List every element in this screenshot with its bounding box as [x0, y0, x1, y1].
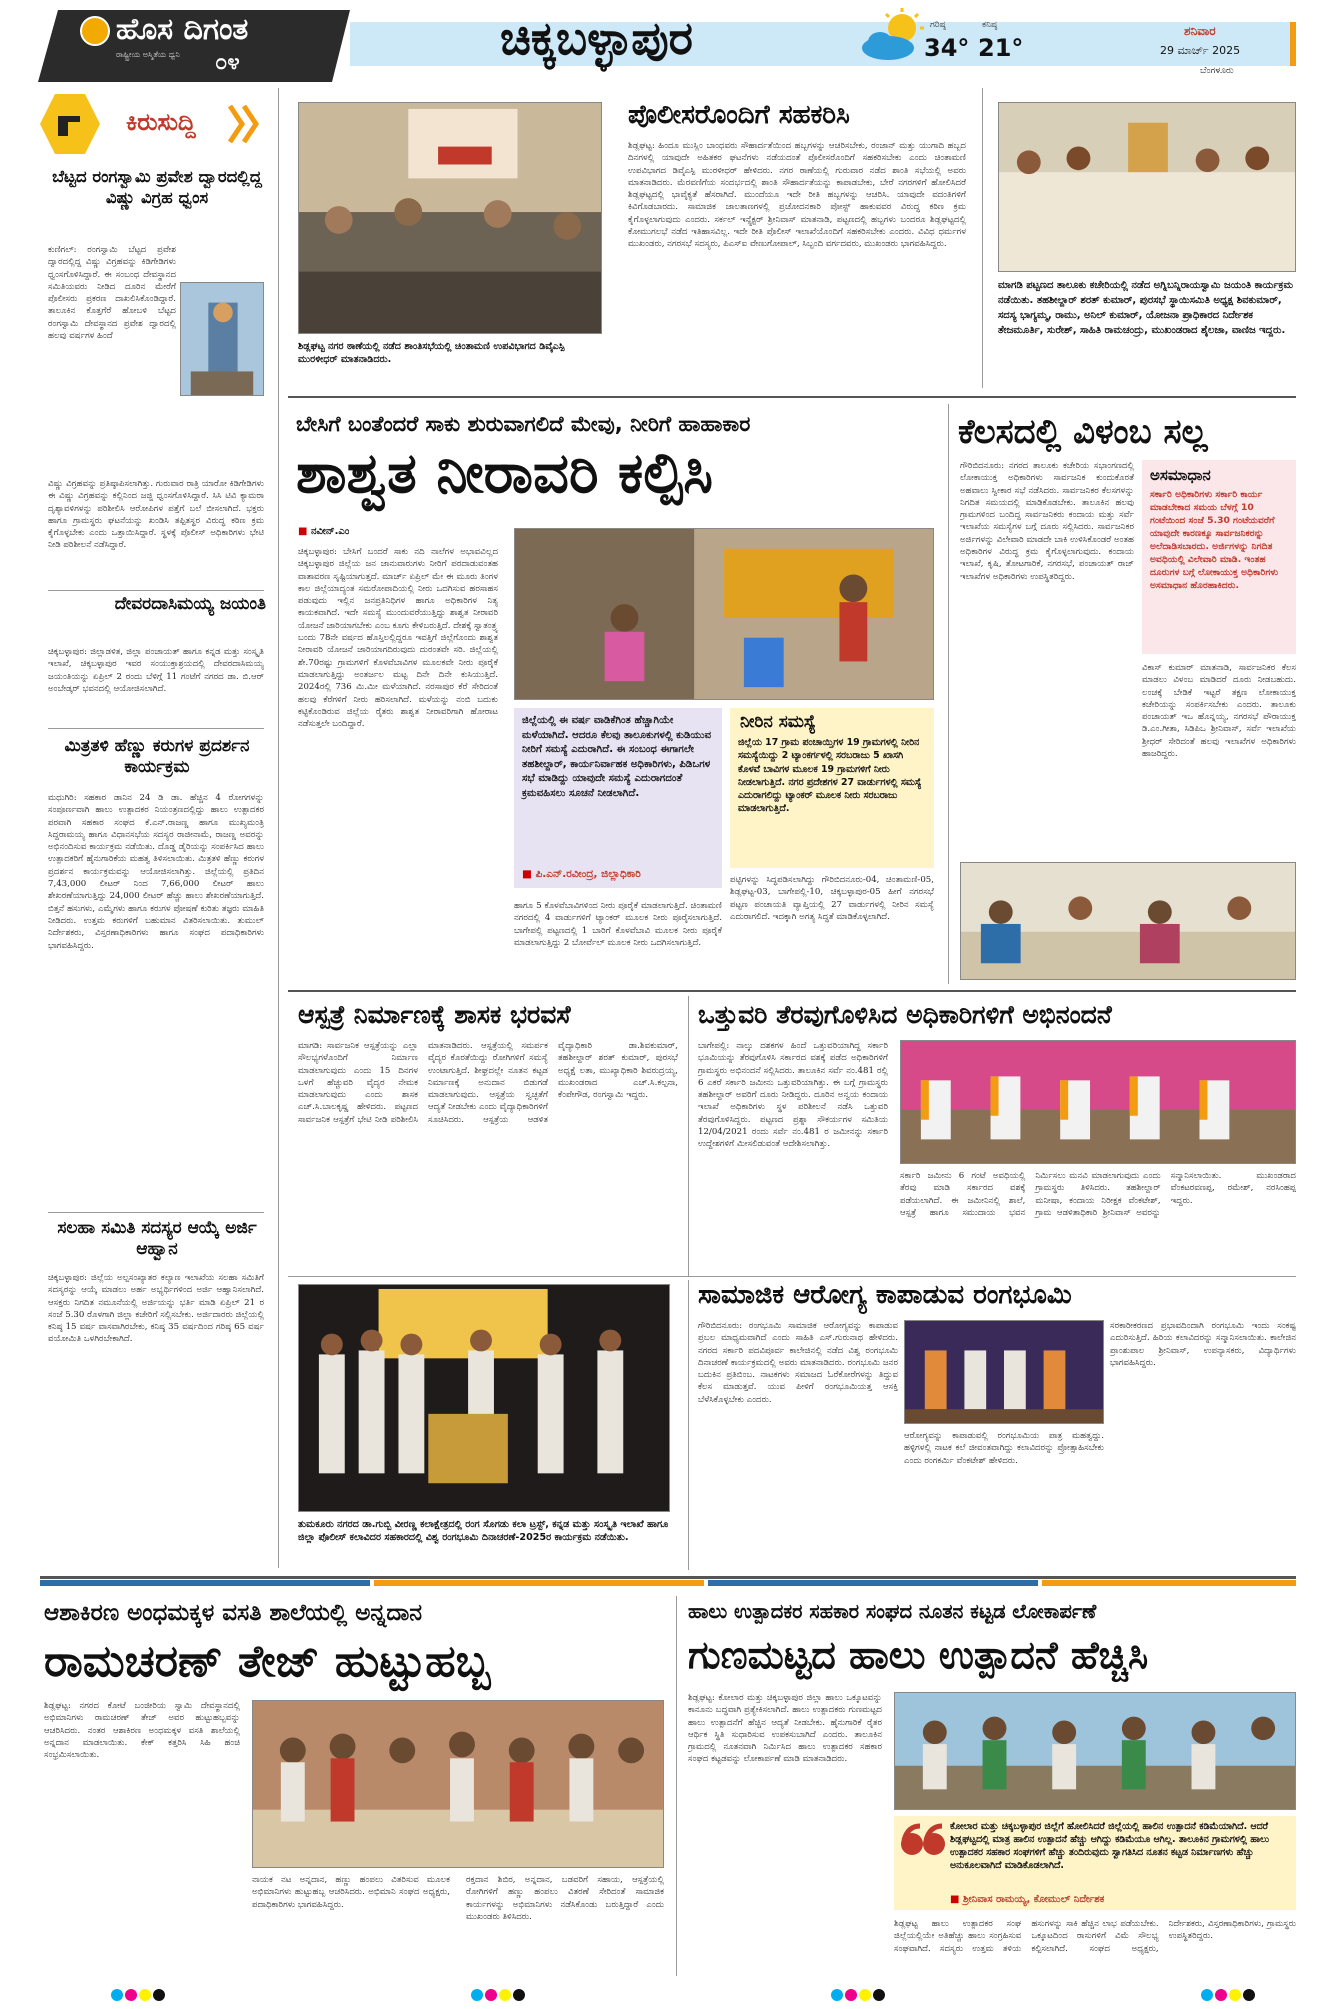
color-rule-orange [374, 1580, 704, 1586]
water-body-2: ಹಾಗೂ 5 ಕೊಳವೆಬಾವಿಗಳಿಂದ ನೀರು ಪೂರೈಕೆ ಮಾಡಲಾಗುತ್ತಿದೆ. ಚಿಂತಾಮಣಿ ನಗರದಲ್ಲಿ 4 ವಾರ್ಡುಗಳಿಗೆ ಟ್ಯಾಂಕರ್ ಮೂಲಕ ನೀರು ಪೂರೈಸಲಾಗುತ್ತಿದೆ. ಬಾಗೇಪಲ್ಲಿ ಪಟ್ಟಣದಲ್ಲಿ 1 ಬಾರಿಗೆ ಕೊಳವೆಬಾವಿ ಮೂಲಕ ನೀರು ಪೂರೈಕೆ ಮಾಡಲಾಗುತ್ತಿದ್ದು 2 ಬೋರ್ವೆಲ್ ಮೂಲಕ ನೀರು ಒದಗಿಸಲಾಗುತ್ತಿದೆ. [514, 901, 722, 948]
edition-band [350, 22, 1290, 66]
temp-max-label: ಗರಿಷ್ಠ [930, 20, 946, 30]
color-rule-blue-2 [708, 1580, 1038, 1586]
hand-pointing-icon [40, 94, 100, 154]
water-headline: ಶಾಶ್ವತ ನೀರಾವರಿ ಕಲ್ಪಿಸಿ [296, 441, 713, 506]
story4-headline: ಸಲಹಾ ಸಮಿತಿ ಸದಸ್ಯರ ಆಯ್ಕೆ ಅರ್ಜಿ ಆಹ್ವಾನ [57, 1218, 257, 1259]
delay-body-1: ಗೌರಿಬಿದನೂರು: ನಗರದ ತಾಲೂಕು ಕಚೇರಿಯ ಸಭಾಂಗಣದಲ್ಲಿ ಲೋಕಾಯುಕ್ತ ಅಧಿಕಾರಿಗಳು ಸಾರ್ವಜನಿಕ ಕುಂದುಕೊರತೆ ಅಹವಾಲು ಸ್ವೀಕಾರ ಸಭೆ ನಡೆಸಿದರು. ಸಾರ್ವಜನಿಕರ ಕೆಲಸಗಳನ್ನು ನಿಗದಿತ ಸಮಯದಲ್ಲಿ ಮಾಡಿಕೊಡಬೇಕು. ತಾಲೂಕಿನ ಹಲವು ಗ್ರಾಮಗಳಿಂದ ಬಂದಿದ್ದ ಸಾರ್ವಜನಿಕರು ಕಂದಾಯ ಮತ್ತು ಸರ್ವೆ ಇಲಾಖೆಯ ಸಮಸ್ಯೆಗಳ ಬಗ್ಗೆ ದೂರು ಸಲ್ಲಿಸಿದರು. ಸಾರ್ವಜನಿಕರ ಅರ್ಜಿಗಳನ್ನು ವಿಲೇವಾರಿ ಮಾಡದೇ ಬಾಕಿ ಉಳಿಸಿಕೊಂಡರೆ ಅಂತಹ ಅಧಿಕಾರಿಗಳ ವಿರುದ್ಧ ಕ್ರಮ ಕೈಗೊಳ್ಳಲಾಗುವುದು. ಕಂದಾಯ ಇಲಾಖೆ, ಕೃಷಿ, ತೋಟಗಾರಿಕೆ, ನಗರಸಭೆ, ಪಂಚಾಯತ್ ರಾಜ್ ಇಲಾಖೆಗಳ ಅಧಿಕಾರಿಗಳು ಉಪಸ್ಥಿತರಿದ್ದರು. [960, 461, 1134, 582]
milk-body-2: ಶಿಡ್ಲಘಟ್ಟ ಹಾಲು ಉತ್ಪಾದಕರ ಸಂಘ ಜಿಲ್ಲೆಯಲ್ಲಿಯೇ ಅತಿಹೆಚ್ಚು ಹಾಲು ಸಂಗ್ರಹಿಸುವ ಸಂಘವಾಗಿದೆ. ಸದಸ್ಯರು ಉತ್ತಮ ತಳಿಯ ಹಸುಗಳನ್ನು ಸಾಕಿ ಹೆಚ್ಚಿನ ಲಾಭ ಪಡೆಯಬೇಕು. ಒಕ್ಕೂಟದಿಂದ ರಾಸುಗಳಿಗೆ ವಿಮೆ ಸೌಲಭ್ಯ ಕಲ್ಪಿಸಲಾಗಿದೆ. ಸಂಘದ ಅಧ್ಯಕ್ಷರು, ನಿರ್ದೇಶಕರು, ವಿಸ್ತರಣಾಧಿಕಾರಿಗಳು, ಗ್ರಾಮಸ್ಥರು ಉಪಸ್ಥಿತರಿದ್ದರು. [894, 1919, 1296, 1954]
story1-headline: ಬೆಟ್ಟದ ರಂಗಸ್ವಾಮಿ ಪ್ರವೇಶ ದ್ವಾರದಲ್ಲಿದ್ದ ವಿಷ್ಣು ವಿಗ್ರಹ ಧ್ವಂಸ [52, 167, 262, 207]
story2-headline: ದೇವರದಾಸಿಮಯ್ಯ ಜಯಂತಿ [114, 594, 266, 614]
sun-cloud-icon [858, 8, 928, 64]
kirusuddi-badge [40, 94, 262, 154]
water-byline: ■ ನವೀನ್.ಎಂ [298, 526, 349, 537]
quote-mark-icon [900, 1822, 946, 1862]
police-headline: ಪೊಲೀಸರೊಂದಿಗೆ ಸಹಕರಿಸಿ [628, 100, 850, 130]
tax-body-1: ಬಾಗೇಪಲ್ಲಿ: ನಾಲ್ಕು ದಶಕಗಳ ಹಿಂದೆ ಒತ್ತುವರಿಯಾಗಿದ್ದ ಸರ್ಕಾರಿ ಭೂಮಿಯನ್ನು ತೆರವುಗೊಳಿಸಿ ಸರ್ಕಾರದ ವಶಕ್ಕೆ ಪಡೆದ ಅಧಿಕಾರಿಗಳಿಗೆ ಗ್ರಾಮಸ್ಥರು ಅಭಿನಂದನೆ ಸಲ್ಲಿಸಿದರು. ತಾಲೂಕಿನ ಸರ್ವೆ ನಂ.481 ರಲ್ಲಿ 6 ಎಕರೆ ಸರ್ಕಾರಿ ಜಮೀನು ಒತ್ತುವರಿಯಾಗಿತ್ತು. ಈ ಬಗ್ಗೆ ಗ್ರಾಮಸ್ಥರು ತಹಶೀಲ್ದಾರ್ ಅವರಿಗೆ ದೂರು ನೀಡಿದ್ದರು. ದೂರಿನ ಅನ್ವಯ ಕಂದಾಯ ಇಲಾಖೆ ಅಧಿಕಾರಿಗಳು ಸ್ಥಳ ಪರಿಶೀಲನೆ ನಡೆಸಿ ಒತ್ತುವರಿ ತೆರವುಗೊಳಿಸಿದ್ದರು. ಪಟ್ಟಣದ ಪ್ರಶ್ನಾ ಸೌಕರ್ಯಗಳ ಸಮಿತಿಯ 12/04/2021 ರಂದು ಸರ್ವೆ ನಂ.481 ರ ಜಮೀನನ್ನು ಸರ್ಕಾರಿ ಉದ್ದೇಶಗಳಿಗೆ ಮೀಸಲಿಡುವಂತೆ ಆದೇಶಿಸಲಾಗಿತ್ತು. [698, 1041, 888, 1150]
collector-quote: ಜಿಲ್ಲೆಯಲ್ಲಿ ಈ ವರ್ಷ ವಾಡಿಕೆಗಿಂತ ಹೆಚ್ಚಾಗಿಯೇ ಮಳೆಯಾಗಿದೆ. ಆದರೂ ಕೆಲವು ತಾಲೂಕುಗಳಲ್ಲಿ ಕುಡಿಯುವ ನೀರಿಗೆ ಸಮಸ್ಯೆ ಎದುರಾಗಿದೆ. ಈ ಸಂಬಂಧ ಈಗಾಗಲೇ ತಹಶೀಲ್ದಾರ್, ಕಾರ್ಯನಿರ್ವಾಹಕ ಅಧಿಕಾರಿಗಳು, ಪಿಡಿಒಗಳ ಸಭೆ ಮಾಡಿದ್ದು ಯಾವುದೇ ಸಮಸ್ಯೆ ಎದುರಾಗದಂತೆ ಕ್ರಮವಹಿಸಲು ಸೂಚನೆ ನೀಡಲಾಗಿದೆ. [522, 715, 712, 799]
story2-body: ಚಿಕ್ಕಬಳ್ಳಾಪುರ: ಜಿಲ್ಲಾಡಳಿತ, ಜಿಲ್ಲಾ ಪಂಚಾಯತ್ ಹಾಗೂ ಕನ್ನಡ ಮತ್ತು ಸಂಸ್ಕೃತಿ ಇಲಾಖೆ, ಚಿಕ್ಕಬಳ್ಳಾಪುರ ಇವರ ಸಂಯುಕ್ತಾಶ್ರಯದಲ್ಲಿ ದೇವರದಾಸಿಮಯ್ಯ ಜಯಂತಿಯನ್ನು ಏಪ್ರಿಲ್ 2 ರಂದು ಬೆಳಿಗ್ಗೆ 11 ಗಂಟೆಗೆ ನಗರದ ಡಾ. ಬಿ.ಆರ್ ಅಂಬೇಡ್ಕರ್ ಭವನದಲ್ಲಿ ಆಯೋಜಿಸಲಾಗಿದೆ. [48, 647, 264, 694]
birthday-kicker: ಆಶಾಕಿರಣ ಅಂಧಮಕ್ಕಳ ವಸತಿ ಶಾಲೆಯಲ್ಲಿ ಅನ್ನದಾನ [44, 1600, 423, 1626]
story4-body: ಚಿಕ್ಕಬಳ್ಳಾಪುರ: ಜಿಲ್ಲೆಯ ಅಲ್ಪಸಂಖ್ಯಾತರ ಕಲ್ಯಾಣ ಇಲಾಖೆಯ ಸಲಹಾ ಸಮಿತಿಗೆ ಸದಸ್ಯರನ್ನು ಆಯ್ಕೆ ಮಾಡಲು ಅರ್ಹ ಅಭ್ಯರ್ಥಿಗಳಿಂದ ಅರ್ಜಿ ಆಹ್ವಾನಿಸಲಾಗಿದೆ. ಆಸಕ್ತರು ನಿಗದಿತ ನಮೂನೆಯಲ್ಲಿ ಅರ್ಜಿಯನ್ನು ಭರ್ತಿ ಮಾಡಿ ಏಪ್ರಿಲ್ 21 ರ ಸಂಜೆ 5.30 ರೊಳಗಾಗಿ ಜಿಲ್ಲಾ ಕಚೇರಿಗೆ ಸಲ್ಲಿಸಬೇಕು. ಅರ್ಜಿದಾರರು ಜಿಲ್ಲೆಯಲ್ಲಿ ಕನಿಷ್ಠ 15 ವರ್ಷ ವಾಸವಾಗಿರಬೇಕು, ಕನಿಷ್ಠ 35 ವರ್ಷದಿಂದ ಗರಿಷ್ಠ 65 ವರ್ಷ ವಯೋಮಿತಿ ಒಳಗಿರಬೇಕಾಗಿದೆ. [48, 1273, 264, 1345]
newspaper-logo-icon [80, 16, 110, 46]
police-body: ಶಿಡ್ಲಘಟ್ಟ: ಹಿಂದೂ ಮುಸ್ಲಿಂ ಬಾಂಧವರು ಸೌಹಾರ್ದತೆಯಿಂದ ಹಬ್ಬಗಳನ್ನು ಆಚರಿಸಬೇಕು, ರಂಜಾನ್ ಮತ್ತು ಯುಗಾದಿ ಹಬ್ಬದ ದಿನಗಳಲ್ಲಿ ಯಾವುದೇ ಅಹಿತಕರ ಘಟನೆಗಳು ನಡೆಯದಂತೆ ಪೊಲೀಸರೊಂದಿಗೆ ಸಹಕರಿಸಬೇಕು ಎಂದು ಚಿಂತಾಮಣಿ ಉಪವಿಭಾಗದ ಡಿವೈಎಸ್ಪಿ ಮುರಳೀಧರ್ ಹೇಳಿದರು. ನಗರ ಠಾಣೆಯಲ್ಲಿ ಗುರುವಾರ ನಡೆದ ಶಾಂತಿ ಸಭೆಯಲ್ಲಿ ಅವರು ಮಾತನಾಡಿದರು. ಮೆರವಣಿಗೆಯ ಸಂದರ್ಭದಲ್ಲಿ ಶಾಂತಿ ಸೌಹಾರ್ದತೆಯನ್ನು ಕಾಪಾಡಬೇಕು, ಬೇರೆ ನಗರಗಳಿಗೆ ಹೋಲಿಸಿದರೆ ಶಿಡ್ಲಘಟ್ಟದಲ್ಲಿ ಭಾವೈಕ್ಯತೆ ಹೆಸರಾಗಿದೆ. ಮುಂದೆಯೂ ಇದೇ ರೀತಿ ಹಬ್ಬಗಳನ್ನು ಆಚರಿಸಿ. ಯಾವುದೇ ವದಂತಿಗಳಿಗೆ ಕಿವಿಗೊಡಬಾರದು. ಸಾಮಾಜಿಕ ಜಾಲತಾಣಗಳಲ್ಲಿ ಪ್ರಚೋದನಕಾರಿ ಪೋಸ್ಟ್ ಹಾಕುವವರ ವಿರುದ್ಧ ಕಠಿಣ ಕ್ರಮ ಕೈಗೊಳ್ಳಲಾಗುವುದು ಎಂದರು. ಸರ್ಕಲ್ ಇನ್ಸ್ಪೆಕ್ಟರ್ ಶ್ರೀನಿವಾಸ್ ಮಾತನಾಡಿ, ಪಟ್ಟಣದಲ್ಲಿ ಹಬ್ಬಗಳು ಬಂದರೂ ಶಿಡ್ಲಘಟ್ಟದಲ್ಲಿ ಕೋಮುಗಲಭೆ ನಡೆದ ಇತಿಹಾಸವಿಲ್ಲ. ಇದೇ ರೀತಿ ಪೊಲೀಸ್ ಇಲಾಖೆಯೊಂದಿಗೆ ಸಹಕರಿಸಬೇಕು ಎಂದರು. ವಿವಿಧ ಧರ್ಮಗಳ ಮುಖಂಡರು, ನಗರಸಭೆ ಸದಸ್ಯರು, ಪಿಎಸ್ಐ ವೇಣುಗೋಪಾಲ್, ಸಿಬ್ಬಂದಿ ವರ್ಗದವರು, ಮುಖಂಡರು ಭಾಗವಹಿಸಿದ್ದರು. [628, 141, 966, 250]
page-number: ೦೪ [215, 50, 240, 75]
water-box-title: ನೀರಿನ ಸಮಸ್ಯೆ [740, 712, 816, 732]
registration-dots-icon [470, 1988, 526, 2002]
kirusuddi-label: ಕಿರುಸುದ್ದಿ [126, 108, 196, 136]
lokayukta-meeting-photo [960, 862, 1296, 980]
tax-headline: ಒತ್ತುವರಿ ತೆರವುಗೊಳಿಸಿದ ಅಧಿಕಾರಿಗಳಿಗೆ ಅಭಿನಂದನೆ [698, 1000, 1112, 1029]
vishnu-idol-photo [180, 282, 264, 396]
theatre-body-1: ಗೌರಿಬಿದನೂರು: ರಂಗಭೂಮಿ ಸಾಮಾಜಿಕ ಆರೋಗ್ಯವನ್ನು ಕಾಪಾಡುವ ಪ್ರಬಲ ಮಾಧ್ಯಮವಾಗಿದೆ ಎಂದು ಸಾಹಿತಿ ಎಸ್.ಗುರುನಾಥ ಹೇಳಿದರು. ನಗರದ ಸರ್ಕಾರಿ ಪದವಿಪೂರ್ವ ಕಾಲೇಜಿನಲ್ಲಿ ನಡೆದ ವಿಶ್ವ ರಂಗಭೂಮಿ ದಿನಾಚರಣೆ ಕಾರ್ಯಕ್ರಮದಲ್ಲಿ ಅವರು ಮಾತನಾಡಿದರು. ರಂಗಭೂಮಿ ಜನರ ಬದುಕಿನ ಪ್ರತಿಬಿಂಬ. ನಾಟಕಗಳು ಸಮಾಜದ ಓರೆಕೋರೆಗಳನ್ನು ತಿದ್ದುವ ಕೆಲಸ ಮಾಡುತ್ತವೆ. ಯುವ ಪೀಳಿಗೆ ರಂಗಭೂಮಿಯತ್ತ ಆಸಕ್ತಿ ಬೆಳೆಸಿಕೊಳ್ಳಬೇಕು ಎಂದರು. [698, 1321, 898, 1405]
paper-name: ಹೊಸ ದಿಗಂತ [116, 12, 249, 47]
registration-dots-icon [110, 1988, 166, 2002]
theatre-headline: ಸಾಮಾಜಿಕ ಆರೋಗ್ಯ ಕಾಪಾಡುವ ರಂಗಭೂಮಿ [698, 1280, 1072, 1310]
birthday-body-1: ಶಿಡ್ಲಘಟ್ಟ: ನಗರದ ಕೋಟೆ ಬಂಜೀರಿಯ ಸ್ವಾಮಿ ದೇವಸ್ಥಾನದಲ್ಲಿ ಅಭಿಮಾನಿಗಳು ರಾಮಚರಣ್ ತೇಜ್ ಅವರ ಹುಟ್ಟುಹಬ್ಬವನ್ನು ಆಚರಿಸಿದರು. ನಂತರ ಆಶಾಕಿರಣ ಅಂಧಮಕ್ಕಳ ವಸತಿ ಶಾಲೆಯಲ್ಲಿ ಅನ್ನದಾನ ಮಾಡಲಾಯಿತು. ಕೇಕ್ ಕತ್ತರಿಸಿ ಸಿಹಿ ಹಂಚಿ ಸಂಭ್ರಮಿಸಲಾಯಿತು. [44, 1701, 240, 1761]
delay-body-2: ವಿಕಾಸ್ ಕುಮಾರ್ ಮಾತನಾಡಿ, ಸಾರ್ವಜನಿಕರ ಕೆಲಸ ಮಾಡಲು ವಿಳಂಬ ಮಾಡಿದರೆ ದೂರು ನೀಡಬಹುದು. ಲಂಚಕ್ಕೆ ಬೇಡಿಕೆ ಇಟ್ಟರೆ ತಕ್ಷಣ ಲೋಕಾಯುಕ್ತ ಕಚೇರಿಯನ್ನು ಸಂಪರ್ಕಿಸಬೇಕು ಎಂದರು. ತಾಲೂಕು ಪಂಚಾಯತ್ ಇಒ ಹೊನ್ನಯ್ಯ, ನಗರಸಭೆ ಪೌರಾಯುಕ್ತ ಡಿ.ಎಂ.ಗೀತಾ, ಸಿಡಿಪಿಒ ಶ್ರೀನಿವಾಸ್, ಸರ್ವೆ ಇಲಾಖೆಯ ಶ್ರೀಧರ್ ಸೇರಿದಂತೆ ಹಲವು ಇಲಾಖೆಗಳ ಅಧಿಕಾರಿಗಳು ಹಾಜರಿದ್ದರು. [1142, 663, 1296, 760]
theatre-day-photo [298, 1284, 670, 1512]
milk-body-1: ಶಿಡ್ಲಘಟ್ಟ: ಕೋಲಾರ ಮತ್ತು ಚಿಕ್ಕಬಳ್ಳಾಪುರ ಜಿಲ್ಲಾ ಹಾಲು ಒಕ್ಕೂಟವನ್ನು ಕಾನೂನು ಬದ್ಧವಾಗಿ ಪ್ರತ್ಯೇಕಿಸಲಾಗಿದೆ. ಹಾಲು ಉತ್ಪಾದಕರು ಗುಣಮಟ್ಟದ ಹಾಲು ಉತ್ಪಾದನೆಗೆ ಹೆಚ್ಚಿನ ಆದ್ಯತೆ ನೀಡಬೇಕು. ಹೈನುಗಾರಿಕೆ ರೈತರ ಆರ್ಥಿಕ ಸ್ಥಿತಿ ಸುಧಾರಿಸುವ ಉಪಕಸುಬಾಗಿದೆ ಎಂದರು. ತಾಲೂಕಿನ ಗ್ರಾಮದಲ್ಲಿ ನೂತನವಾಗಿ ನಿರ್ಮಿಸಿದ ಹಾಲು ಉತ್ಪಾದಕರ ಸಹಕಾರ ಸಂಘದ ಕಟ್ಟಡವನ್ನು ಲೋಕಾರ್ಪಣೆ ಮಾಡಿ ಮಾತನಾಡಿದರು. [688, 1693, 882, 1765]
hospital-headline: ಆಸ್ಪತ್ರೆ ನಿರ್ಮಾಣಕ್ಕೆ ಶಾಸಕ ಭರವಸೆ [298, 1000, 571, 1029]
header-accent [1290, 22, 1296, 66]
color-rule-orange-2 [1042, 1580, 1296, 1586]
jayanti-event-photo [998, 102, 1296, 272]
theatre-body-3: ಸರಕಾರೀಕರಣದ ಪ್ರಭಾವದಿಂದಾಗಿ ರಂಗಭೂಮಿ ಇಂದು ಸಂಕಷ್ಟ ಎದುರಿಸುತ್ತಿದೆ. ಹಿರಿಯ ಕಲಾವಿದರನ್ನು ಸನ್ಮಾನಿಸಲಾಯಿತು. ಕಾಲೇಜಿನ ಪ್ರಾಂಶುಪಾಲ ಶ್ರೀನಿವಾಸ್, ಉಪನ್ಯಾಸಕರು, ವಿದ್ಯಾರ್ಥಿಗಳು ಭಾಗವಹಿಸಿದ್ದರು. [1110, 1321, 1296, 1368]
collector-quote-byline: ■ ಪಿ.ಎನ್.ರವೀಂದ್ರ, ಜಿಲ್ಲಾಧಿಕಾರಿ [522, 868, 641, 881]
milk-headline: ಗುಣಮಟ್ಟದ ಹಾಲು ಉತ್ಪಾದನೆ ಹೆಚ್ಚಿಸಿ [688, 1633, 1149, 1677]
registration-dots-icon [1200, 1988, 1256, 2002]
water-body-1: ಚಿಕ್ಕಬಳ್ಳಾಪುರ: ಬೇಸಿಗೆ ಬಂದರೆ ಸಾಕು ನದಿ ನಾಲೆಗಳ ಅಭಾವವಿಲ್ಲದ ಚಿಕ್ಕಬಳ್ಳಾಪುರ ಜಿಲ್ಲೆಯ ಜನ ಜಾನುವಾರುಗಳು ನೀರಿಗೆ ಪರದಾಡುವಂತಹ ವಾತಾವರಣ ಸೃಷ್ಟಿಯಾಗುತ್ತದೆ. ಮಾರ್ಚ್ ಏಪ್ರಿಲ್ ಮೇ ಈ ಮೂರು ತಿಂಗಳ ಕಾಲ ಜಿಲ್ಲೆಯಾದ್ಯಂತ ಸಮರೋಪಾದಿಯಲ್ಲಿ ನೀರು ಒದಗಿಸುವ ಹರಸಾಹಸ ಪಡುವುದು ಇಲ್ಲಿನ ಜನಪ್ರತಿನಿಧಿಗಳ ಹಾಗೂ ಅಧಿಕಾರಿಗಳ ನಿತ್ಯ ಕಾಯಕವಾಗಿದೆ. ಇದೇ ಸಮಸ್ಯೆ ಮುಂದುವರೆಯುತ್ತಿದ್ದು ಶಾಶ್ವತ ನೀರಾವರಿ ಯೋಜನೆ ಜಾರಿಯಾಗಬೇಕು ಎಂಬ ಕೂಗು ಕೇಳಿಬರುತ್ತಿದೆ. ದೇಶಕ್ಕೆ ಸ್ವಾತಂತ್ರ್ಯ ಬಂದು 78ನೇ ವರ್ಷದ ಹೊಸ್ತಿಲಲ್ಲಿದ್ದರೂ ಇವತ್ತಿಗೆ ಜಿಲ್ಲೆಗೊಂದು ಶಾಶ್ವತ ನೀರಾವರಿ ಯೋಜನೆ ಜಾರಿಯಾಗದಿರುವುದು ದುರಂತವೇ ಸರಿ. ಜಿಲ್ಲೆಯಲ್ಲಿ ಶೇ.70ರಷ್ಟು ಗ್ರಾಮಗಳಿಗೆ ಕೊಳವೆಬಾವಿಗಳ ಮೂಲಕವೇ ನೀರು ಪೂರೈಕೆ ಮಾಡಲಾಗುತ್ತಿದ್ದು ಅಂತರ್ಜಲ ಮಟ್ಟ ದಿನೇ ದಿನೇ ಕುಸಿಯುತ್ತಿದೆ. 2024ರಲ್ಲಿ 736 ಮಿ.ಮೀ ಮಳೆಯಾಗಿದೆ. ನರಸಾಪುರ ಕೆರೆ ಸೇರಿದಂತೆ ಹಲವು ಕೆರೆಗಳಿಗೆ ನೀರು ಹರಿಸಲಾಗಿದೆ. ಮಳೆಯನ್ನು ನಂಬಿ ಬದುಕು ಕಟ್ಟಿಕೊಂಡಿರುವ ಜಿಲ್ಲೆಯ ರೈತರು ಶಾಶ್ವತ ನೀರಾವರಿಗಾಗಿ ಹೋರಾಟ ನಡೆಸುತ್ತಲೇ ಬಂದಿದ್ದಾರೆ. [298, 547, 498, 730]
komul-quote: ಕೋಲಾರ ಮತ್ತು ಚಿಕ್ಕಬಳ್ಳಾಪುರ ಜಿಲ್ಲೆಗೆ ಹೋಲಿಸಿದರೆ ಜಿಲ್ಲೆಯಲ್ಲಿ ಹಾಲಿನ ಉತ್ಪಾದನೆ ಕಡಿಮೆಯಾಗಿದೆ. ಆದರೆ ಶಿಡ್ಲಘಟ್ಟದಲ್ಲಿ ಮಾತ್ರ ಹಾಲಿನ ಉತ್ಪಾದನೆ ಹೆಚ್ಚು ಆಗಿದ್ದು ಕಡಿಮೆಯೂ ಆಗಿಲ್ಲ. ತಾಲೂಕಿನ ಗ್ರಾಮಗಳಲ್ಲಿ ಹಾಲು ಉತ್ಪಾದಕರ ಸಹಕಾರ ಸಂಘಗಳಿಗೆ ಹೆಚ್ಚು ತಂದಿರುವುದು ಸ್ವಾಗತಿಸಿದ ನೂತನ ಕಟ್ಟಡ ನಿರ್ಮಾಣಗಳು ಹೆಚ್ಚು ಅನುಕೂಲವಾಗಿದೆ ಮಾಡಿಕೊಡಲಾಗಿದೆ. [950, 1821, 1270, 1871]
police-photo-caption: ಶಿಡ್ಲಘಟ್ಟ ನಗರ ಠಾಣೆಯಲ್ಲಿ ನಡೆದ ಶಾಂತಿಸಭೆಯಲ್ಲಿ ಚಿಂತಾಮಣಿ ಉಪವಿಭಾಗದ ಡಿವೈಎಸ್ಪಿ ಮುರಳೀಧರ್ ಮಾತನಾಡಿದರು. [298, 341, 565, 365]
color-rule-blue [40, 1580, 370, 1586]
chevron-right-icon [228, 104, 262, 144]
birthday-headline: ರಾಮಚರಣ್ ತೇಜ್ ಹುಟ್ಟುಹಬ್ಬ [44, 1636, 491, 1687]
date-city: ಬೆಂಗಳೂರು [1200, 66, 1234, 76]
dissatisfaction-title: ಅಸಮಾಧಾನ [1150, 466, 1211, 484]
drama-performance-photo [904, 1320, 1104, 1424]
birthday-celebration-photo [252, 1700, 664, 1868]
birthday-body-3: ರಕ್ತದಾನ ಶಿಬಿರ, ಅನ್ನದಾನ, ಬಡವರಿಗೆ ಸಹಾಯ, ಆಸ್ಪತ್ರೆಯಲ್ಲಿ ರೋಗಿಗಳಿಗೆ ಹಣ್ಣು ಹಂಪಲು ವಿತರಣೆ ಸೇರಿದಂತೆ ಸಾಮಾಜಿಕ ಕಾರ್ಯಗಳನ್ನು ಅಭಿಮಾನಿಗಳು ನಡೆಸಿಕೊಂಡು ಬರುತ್ತಿದ್ದಾರೆ ಎಂದು ಮುಖಂಡರು ತಿಳಿಸಿದರು. [466, 1875, 664, 1922]
story1-body-a: ಕುಣಿಗಲ್: ರಂಗಸ್ವಾಮಿ ಬೆಟ್ಟದ ಪ್ರವೇಶ ದ್ವಾರದಲ್ಲಿದ್ದ ವಿಷ್ಣು ವಿಗ್ರಹವನ್ನು ಕಿಡಿಗೇಡಿಗಳು ಧ್ವಂಸಗೊಳಿಸಿದ್ದಾರೆ. ಈ ಸಂಬಂಧ ದೇವಸ್ಥಾನದ ಸಮಿತಿಯವರು ನೀಡಿದ ದೂರಿನ ಮೇರೆಗೆ ಪೊಲೀಸರು ಪ್ರಕರಣ ದಾಖಲಿಸಿಕೊಂಡಿದ್ದಾರೆ. ತಾಲೂಕಿನ ಕೊತ್ತಗೆರೆ ಹೋಬಳಿ ಬೆಟ್ಟದ ರಂಗಸ್ವಾಮಿ ದೇವಸ್ಥಾನದ ಪ್ರವೇಶ ದ್ವಾರದಲ್ಲಿ ಹಲವು ವರ್ಷಗಳ ಹಿಂದೆ [48, 245, 176, 342]
komul-quote-byline: ■ ಶ್ರೀನಿವಾಸ ರಾಮಯ್ಯ, ಕೋಮುಲ್ ನಿರ್ದೇಶಕ [950, 1894, 1104, 1905]
tax-body-2: ಸರ್ಕಾರಿ ಜಮೀನು 6 ಗಂಟೆ ಅವಧಿಯಲ್ಲಿ ತೆರವು ಮಾಡಿ ಸರ್ಕಾರದ ವಶಕ್ಕೆ ಪಡೆಯಲಾಗಿದೆ. ಈ ಜಮೀನಿನಲ್ಲಿ ಶಾಲೆ, ಆಸ್ಪತ್ರೆ ಹಾಗೂ ಸಮುದಾಯ ಭವನ ನಿರ್ಮಿಸಲು ಮನವಿ ಮಾಡಲಾಗುವುದು ಎಂದು ಗ್ರಾಮಸ್ಥರು ತಿಳಿಸಿದರು. ತಹಶೀಲ್ದಾರ್ ಮನೀಷಾ, ಕಂದಾಯ ನಿರೀಕ್ಷಕ ವೆಂಕಟೇಶ್, ಗ್ರಾಮ ಆಡಳಿತಾಧಿಕಾರಿ ಶ್ರೀನಿವಾಸ್ ಅವರನ್ನು ಸನ್ಮಾನಿಸಲಾಯಿತು. ಮುಖಂಡರಾದ ವೆಂಕಟರವಣಪ್ಪ, ರಮೇಶ್, ನರಸಿಂಹಪ್ಪ ಇದ್ದರು. [900, 1171, 1296, 1218]
registration-dots-icon [830, 1988, 886, 2002]
temp-min-label: ಕನಿಷ್ಠ [982, 20, 998, 30]
water-tanker-photo [514, 528, 934, 700]
theatre-photo-caption: ತುಮಕೂರು ನಗರದ ಡಾ.ಗುಬ್ಬಿ ವೀರಣ್ಣ ಕಲಾಕ್ಷೇತ್ರದಲ್ಲಿ ರಂಗ ಸೊಗಡು ಕಲಾ ಟ್ರಸ್ಟ್, ಕನ್ನಡ ಮತ್ತು ಸಂಸ್ಕೃತಿ ಇಲಾಖೆ ಹಾಗೂ ಜಿಲ್ಲಾ ಪೊಲೀಸ್ ಕಲಾವಿದರ ಸಹಕಾರದಲ್ಲಿ ವಿಶ್ವ ರಂಗಭೂಮಿ ದಿನಾಚರಣೆ-2025ರ ಕಾರ್ಯಕ್ರಮ ನಡೆಯಿತು. [298, 1519, 669, 1543]
story3-headline: ಮಿತ್ರತಳಿ ಹೆಣ್ಣು ಕರುಗಳ ಪ್ರದರ್ಶನ ಕಾರ್ಯಕ್ರಮ [64, 736, 250, 777]
jayanti-photo-caption: ಮಾಗಡಿ ಪಟ್ಟಣದ ತಾಲೂಕು ಕಚೇರಿಯಲ್ಲಿ ನಡೆದ ಅಗ್ನಿಬನ್ನಿರಾಯಸ್ವಾಮಿ ಜಯಂತಿ ಕಾರ್ಯಕ್ರಮ ನಡೆಯಿತು. ತಹಶೀಲ್ದಾರ್ ಶರತ್ ಕುಮಾರ್, ಪುರಸಭೆ ಸ್ಥಾಯಿಸಮಿತಿ ಅಧ್ಯಕ್ಷ ಶಿವಕುಮಾರ್, ಸದಸ್ಯ ಭಾಗ್ಯಮ್ಮ, ರಾಮು, ಅನಿಲ್ ಕುಮಾರ್, ಯೋಜನಾ ಪ್ರಾಧಿಕಾರದ ನಿರ್ದೇಶಕ ತೇಜಮೂರ್ತಿ, ಸುರೇಶ್, ಸಾಹಿತಿ ರಾಮಚಂದ್ರು, ಮುಖಂಡರಾದ ಶೈಲಜಾ, ವಾಣಿಜ ಇದ್ದರು. [998, 280, 1293, 336]
water-kicker: ಬೇಸಿಗೆ ಬಂತೆಂದರೆ ಸಾಕು ಶುರುವಾಗಲಿದೆ ಮೇವು, ನೀರಿಗೆ ಹಾಹಾಕಾರ [296, 412, 751, 436]
birthday-body-2: ನಾಯಕ ನಟ ಅನ್ನದಾನ, ಹಣ್ಣು ಹಂಪಲು ವಿತರಿಸುವ ಮೂಲಕ ಅಭಿಮಾನಿಗಳು ಹುಟ್ಟುಹಬ್ಬ ಆಚರಿಸಿದರು. ಅಭಿಮಾನಿ ಸಂಘದ ಅಧ್ಯಕ್ಷರು, ಪದಾಧಿಕಾರಿಗಳು ಭಾಗವಹಿಸಿದ್ದರು. [252, 1875, 450, 1910]
story1-body-b: ವಿಷ್ಣು ವಿಗ್ರಹವನ್ನು ಪ್ರತಿಷ್ಠಾಪಿಸಲಾಗಿತ್ತು. ಗುರುವಾರ ರಾತ್ರಿ ಯಾರೋ ಕಿಡಿಗೇಡಿಗಳು ಈ ವಿಷ್ಣು ವಿಗ್ರಹವನ್ನು ಕಲ್ಲಿನಿಂದ ಜಜ್ಜಿ ಧ್ವಂಸಗೊಳಿಸಿದ್ದಾರೆ. ಸಿಸಿ ಟಿವಿ ಕ್ಯಾಮರಾ ದೃಶ್ಯಾವಳಿಗಳನ್ನು ಪರಿಶೀಲಿಸಿ ಆರೋಪಿಗಳ ಪತ್ತೆಗೆ ಬಲೆ ಬೀಸಲಾಗಿದೆ. ಭಕ್ತರು ಹಾಗೂ ಗ್ರಾಮಸ್ಥರು ಘಟನೆಯನ್ನು ಖಂಡಿಸಿ ತಪ್ಪಿತಸ್ಥರ ವಿರುದ್ಧ ಕಠಿಣ ಕ್ರಮ ಕೈಗೊಳ್ಳಬೇಕು ಎಂದು ಒತ್ತಾಯಿಸಿದ್ದಾರೆ. ಸ್ಥಳಕ್ಕೆ ಪೊಲೀಸ್ ಅಧಿಕಾರಿಗಳು ಭೇಟಿ ನೀಡಿ ಪರಿಶೀಲನೆ ನಡೆಸಿದ್ದಾರೆ. [48, 479, 264, 551]
hospital-body: ಮಾಗಡಿ: ಸಾರ್ವಜನಿಕ ಆಸ್ಪತ್ರೆಯನ್ನು ಎಲ್ಲಾ ಸೌಲಭ್ಯಗಳೊಂದಿಗೆ ನಿರ್ಮಾಣ ಮಾಡಲಾಗುವುದು ಎಂದು 15 ದಿನಗಳ ಒಳಗೆ ಹೆಚ್ಚುವರಿ ವೈದ್ಯರ ನೇಮಕ ಮಾಡಲಾಗುವುದು ಎಂದು ಶಾಸಕ ಎಚ್.ಸಿ.ಬಾಲಕೃಷ್ಣ ಹೇಳಿದರು. ಪಟ್ಟಣದ ಸಾರ್ವಜನಿಕ ಆಸ್ಪತ್ರೆಗೆ ಭೇಟಿ ನೀಡಿ ಪರಿಶೀಲಿಸಿ ಮಾತನಾಡಿದರು. ಆಸ್ಪತ್ರೆಯಲ್ಲಿ ಸಮರ್ಪಕ ವೈದ್ಯರ ಕೊರತೆಯಿದ್ದು ರೋಗಿಗಳಿಗೆ ಸಮಸ್ಯೆ ಉಂಟಾಗುತ್ತಿದೆ. ಶೀಘ್ರದಲ್ಲೇ ನೂತನ ಕಟ್ಟಡ ನಿರ್ಮಾಣಕ್ಕೆ ಅನುದಾನ ಬಿಡುಗಡೆ ಮಾಡಲಾಗುವುದು. ಆಸ್ಪತ್ರೆಯ ಸ್ವಚ್ಛತೆಗೆ ಆದ್ಯತೆ ನೀಡಬೇಕು ಎಂದು ವೈದ್ಯಾಧಿಕಾರಿಗಳಿಗೆ ಸೂಚಿಸಿದರು. ಆಸ್ಪತ್ರೆಯ ಆಡಳಿತ ವೈದ್ಯಾಧಿಕಾರಿ ಡಾ.ಶಿವಕುಮಾರ್, ತಹಶೀಲ್ದಾರ್ ಶರತ್ ಕುಮಾರ್, ಪುರಸಭೆ ಅಧ್ಯಕ್ಷೆ ಲತಾ, ಮುಖ್ಯಾಧಿಕಾರಿ ಶಿವರುದ್ರಯ್ಯ, ಮುಖಂಡರಾದ ಎಚ್.ಸಿ.ಕಲ್ಪನಾ, ಕೆಂಪೇಗೌಡ, ರಂಗಸ್ವಾಮಿ ಇದ್ದರು. [298, 1041, 678, 1125]
date-day: ಶನಿವಾರ [1184, 24, 1216, 38]
milk-kicker: ಹಾಲು ಉತ್ಪಾದಕರ ಸಹಕಾರ ಸಂಘದ ನೂತನ ಕಟ್ಟಡ ಲೋಕಾರ್ಪಣೆ [688, 1600, 1097, 1623]
temp-min: 21° [978, 34, 1024, 62]
felicitation-photo [900, 1040, 1296, 1164]
paper-tagline: ರಾಷ್ಟ್ರೀಯ ಅಸ್ಮಿತೆಯ ಧ್ವನಿ [116, 50, 180, 59]
date-full: 29 ಮಾರ್ಚ್ 2025 [1160, 44, 1241, 57]
edition-title: ಚಿಕ್ಕಬಳ್ಳಾಪುರ [500, 11, 694, 65]
story3-body: ಮಧುಗಿರಿ: ಸಹಕಾರ ಡಾನಿನ 24 ಡಿ ಡಾ. ಹೆಚ್ಚಿನ 4 ರೋಗಗಳನ್ನು ಸಂಪೂರ್ಣವಾಗಿ ಹಾಲು ಉತ್ಪಾದಕರ ನಿಯಂತ್ರಣದಲ್ಲಿದ್ದು ಹಾಲು ಉತ್ಪಾದಕರ ಪರವಾಗಿ ಸಹಕಾರ ಸಂಘದ ಕೆ.ಎನ್.ರಾಜಣ್ಣ ಹಾಗೂ ಮುಖ್ಯಮಂತ್ರಿ ಸಿದ್ದರಾಮಯ್ಯ ಹಾಗೂ ವಿಧಾನಸಭೆಯ ಸದಸ್ಯರ ರಾಜೀನಾಮೆ, ರಾಜಣ್ಣ ಅವರನ್ನು ಅಭಿನಂದಿಸುವ ಕಾರ್ಯಕ್ರಮ ನಡೆಯಿತು. ದೊಡ್ಡ ಡೈರಿಯನ್ನು ಸಂಪರ್ಕಿಸಿದ ಹಾಲು ಉತ್ಪಾದಕರಿಗೆ ಹೈನುಗಾರಿಕೆಯ ಮಹತ್ವ ತಿಳಿಸಲಾಯಿತು. ಮಿತ್ರತಳಿ ಹೆಣ್ಣು ಕರುಗಳ ಪ್ರದರ್ಶನ ಕಾರ್ಯಕ್ರಮವನ್ನು ಆಯೋಜಿಸಲಾಗಿತ್ತು. ಜಿಲ್ಲೆಯಲ್ಲಿ ಪ್ರತಿದಿನ 7,43,000 ಲೀಟರ್ ನಿಂದ 7,66,000 ಲೀಟರ್ ಹಾಲು ಶೇಖರಣೆಯಾಗುತ್ತಿದ್ದು 24,000 ಲೀಟರ್ ಹೆಚ್ಚು ಹಾಲು ಶೇಖರಣೆಯಾಗುತ್ತಿದೆ. ಬಿತ್ತನೆ ಹಸುಗಳು, ಎಮ್ಮೆಗಳು ಹಾಗೂ ಕರುಗಳ ಪೋಷಣೆ ಕುರಿತು ತಜ್ಞರು ಮಾಹಿತಿ ನೀಡಿದರು. ಉತ್ತಮ ಕರುಗಳಿಗೆ ಬಹುಮಾನ ವಿತರಿಸಲಾಯಿತು. ತುಮುಲ್ ನಿರ್ದೇಶಕರು, ವಿಸ್ತರಣಾಧಿಕಾರಿಗಳು ಹಾಗೂ ಸಂಘದ ಪದಾಧಿಕಾರಿಗಳು ಭಾಗವಹಿಸಿದ್ದರು. [48, 793, 264, 951]
dissatisfaction-body: ಸರ್ಕಾರಿ ಅಧಿಕಾರಿಗಳು ಸರ್ಕಾರಿ ಕಾರ್ಯ ಮಾಡಬೇಕಾದ ಸಮಯ ಬೆಳಗ್ಗೆ 10 ಗಂಟೆಯಿಂದ ಸಂಜೆ 5.30 ಗಂಟೆಯವರೆಗೆ ಯಾವುದೇ ಕಾರಣಕ್ಕೂ ಸಾರ್ವಜನಿಕರನ್ನು ಅಲೆದಾಡಿಸಬಾರದು. ಅರ್ಜಿಗಳನ್ನು ನಿಗದಿತ ಅವಧಿಯಲ್ಲಿ ವಿಲೇವಾರಿ ಮಾಡಿ. ಇಂತಹ ದೂರುಗಳ ಬಗ್ಗೆ ಲೋಕಾಯುಕ್ತ ಅಧಿಕಾರಿಗಳು ಅಸಮಾಧಾನ ಹೊರಹಾಕಿದರು. [1150, 489, 1279, 591]
milk-building-inauguration-photo [894, 1692, 1296, 1810]
theatre-body-2: ಆರೋಗ್ಯವನ್ನು ಕಾಪಾಡುವಲ್ಲಿ ರಂಗಭೂಮಿಯ ಪಾತ್ರ ಮಹತ್ವದ್ದು. ಹಳ್ಳಿಗಳಲ್ಲಿ ನಾಟಕ ಕಲೆ ಜೀವಂತವಾಗಿದ್ದು ಕಲಾವಿದರನ್ನು ಪ್ರೋತ್ಸಾಹಿಸಬೇಕು ಎಂದು ರಂಗಕರ್ಮಿ ವೆಂಕಟೇಶ್ ಹೇಳಿದರು. [904, 1431, 1104, 1466]
water-box-body: ಜಿಲ್ಲೆಯ 17 ಗ್ರಾಮ ಪಂಚಾಯ್ತಿಗಳ 19 ಗ್ರಾಮಗಳಲ್ಲಿ ನೀರಿನ ಸಮಸ್ಯೆಯಿದ್ದು 2 ಟ್ಯಾಂಕರ್ಗಳಲ್ಲಿ ಸರಬರಾಜು 5 ಖಾಸಗಿ ಕೊಳವೆ ಬಾವಿಗಳ ಮೂಲಕ 19 ಗ್ರಾಮಗಳಿಗೆ ನೀರು ನೀಡಲಾಗುತ್ತಿದೆ. ನಗರ ಪ್ರದೇಶಗಳ 27 ವಾರ್ಡುಗಳಲ್ಲಿ ಸಮಸ್ಯೆ ಎದುರಾಗಲಿದ್ದು ಟ್ಯಾಂಕರ್ ಮೂಲಕ ನೀರು ಸರಬರಾಜು ಮಾಡಲಾಗುತ್ತಿದೆ. [738, 737, 922, 815]
delay-headline: ಕೆಲಸದಲ್ಲಿ ವಿಳಂಬ ಸಲ್ಲ [958, 412, 1208, 452]
water-body-3: ಪಟ್ಟಿಗಳನ್ನು ಸಿದ್ಧಪಡಿಸಲಾಗಿದ್ದು ಗೌರಿಬಿದನೂರು-04, ಚಿಂತಾಮಣಿ-05, ಶಿಡ್ಲಘಟ್ಟ-03, ಬಾಗೇಪಲ್ಲಿ-10, ಚಿಕ್ಕಬಳ್ಳಾಪುರ-05 ಹೀಗೆ ನಗರಸಭೆ ಪಟ್ಟಣ ಪಂಚಾಯತಿ ವ್ಯಾಪ್ತಿಯಲ್ಲಿ 27 ವಾರ್ಡುಗಳಲ್ಲಿ ನೀರಿನ ಸಮಸ್ಯೆ ಎದುರಾಗಲಿದೆ. ಇದಕ್ಕಾಗಿ ಅಗತ್ಯ ಸಿದ್ಧತೆ ಮಾಡಿಕೊಳ್ಳಲಾಗಿದೆ. [730, 875, 934, 922]
temp-max: 34° [924, 34, 970, 62]
peace-meeting-photo [298, 102, 602, 334]
